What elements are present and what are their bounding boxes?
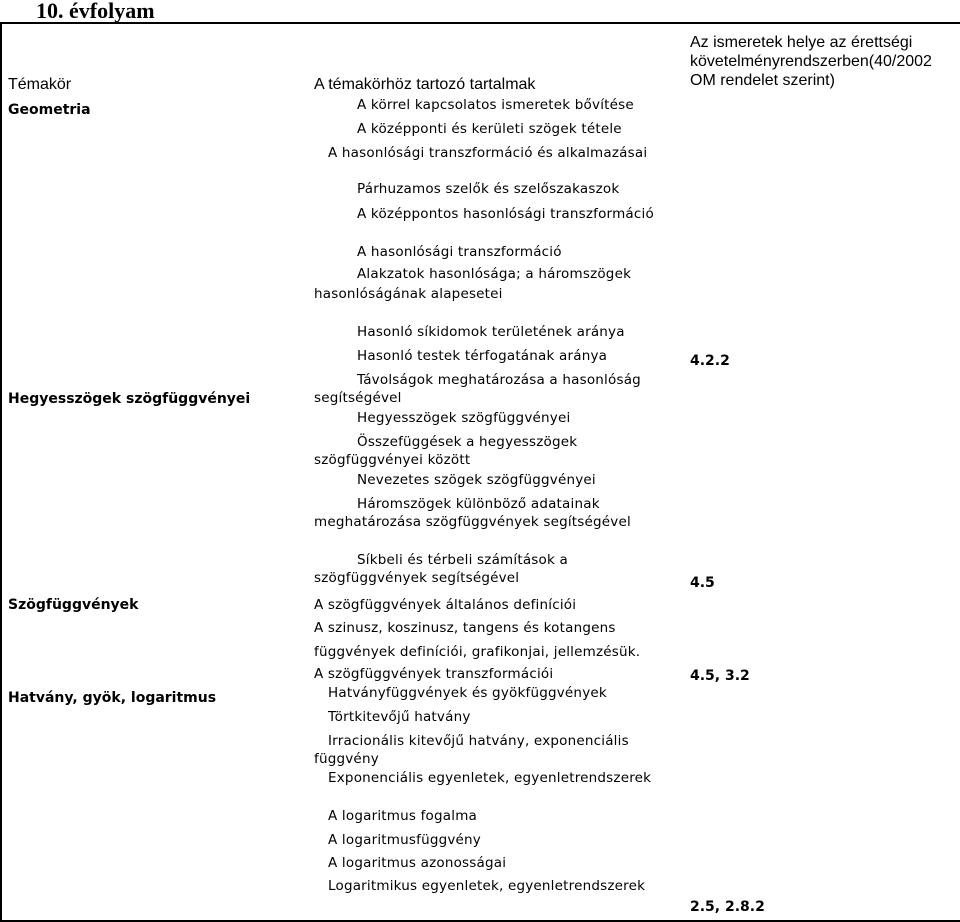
content-line: Logaritmikus egyenletek, egyenletrendszerek bbox=[328, 878, 646, 894]
topic-label: Hatvány, gyök, logaritmus bbox=[8, 690, 217, 706]
header-requirements-line: OM rendelet szerint) bbox=[690, 72, 835, 89]
header-requirements-line: követelményrendszerben(40/2002 bbox=[690, 53, 932, 70]
content-line: A középpontos hasonlósági transzformáció bbox=[357, 206, 654, 222]
content-line: A középponti és kerületi szögek tétele bbox=[357, 121, 622, 137]
header-content: A témakörhöz tartozó tartalmak bbox=[314, 76, 536, 93]
content-line: Exponenciális egyenletek, egyenletrendszerek bbox=[328, 770, 652, 786]
content-line: Hatványfüggvények és gyökfüggvények bbox=[328, 685, 607, 701]
topic-label: Szögfüggvények bbox=[8, 597, 139, 613]
requirement-ref: 2.5, 2.8.2 bbox=[690, 899, 765, 915]
content-line: A logaritmus fogalma bbox=[328, 808, 478, 824]
header-topic: Témakör bbox=[8, 76, 72, 93]
content-line: A logaritmus azonosságai bbox=[328, 855, 507, 871]
content-line: Nevezetes szögek szögfüggvényei bbox=[357, 472, 596, 488]
header-requirements-line: Az ismeretek helye az érettségi bbox=[690, 34, 913, 51]
content-line: A hasonlósági transzformáció bbox=[357, 244, 562, 260]
content-line: Távolságok meghatározása a hasonlóság bbox=[357, 372, 641, 388]
content-line: szögfüggvények segítségével bbox=[314, 570, 520, 586]
content-line: Párhuzamos szelők és szelőszakaszok bbox=[357, 181, 620, 197]
page-title: 10. évfolyam bbox=[36, 0, 155, 23]
content-line: hasonlóságának alapesetei bbox=[314, 286, 503, 302]
content-line: Alakzatok hasonlósága; a háromszögek bbox=[357, 266, 632, 282]
content-line: segítségével bbox=[314, 390, 402, 406]
content-line: Törtkitevőjű hatvány bbox=[328, 709, 471, 725]
content-line: A logaritmusfüggvény bbox=[328, 832, 482, 848]
requirement-ref: 4.5, 3.2 bbox=[690, 668, 750, 684]
content-line: szögfüggvényei között bbox=[314, 452, 471, 468]
topic-label: Hegyesszögek szögfüggvényei bbox=[8, 391, 251, 407]
content-line: Összefüggések a hegyesszögek bbox=[357, 434, 578, 450]
content-line: meghatározása szögfüggvények segítségével bbox=[314, 514, 631, 530]
content-line: A szögfüggvények általános definíciói bbox=[314, 597, 577, 613]
content-line: függvény bbox=[314, 751, 379, 767]
content-line: Hasonló testek térfogatának aránya bbox=[357, 348, 608, 364]
content-line: Síkbeli és térbeli számítások a bbox=[357, 552, 568, 568]
requirement-ref: 4.5 bbox=[690, 575, 715, 591]
content-line: A szinusz, koszinusz, tangens és kotangens bbox=[314, 620, 616, 636]
content-line: Irracionális kitevőjű hatvány, exponenciális bbox=[328, 733, 629, 749]
content-line: Hegyesszögek szögfüggvényei bbox=[357, 410, 571, 426]
content-line: A szögfüggvények transzformációi bbox=[314, 666, 554, 682]
content-line: A hasonlósági transzformáció és alkalmazásai bbox=[328, 145, 648, 161]
header-requirements bbox=[690, 33, 960, 90]
content-line: A körrel kapcsolatos ismeretek bővítése bbox=[357, 97, 634, 113]
requirement-ref: 4.2.2 bbox=[690, 353, 730, 369]
content-line: Hasonló síkidomok területének aránya bbox=[357, 324, 625, 340]
content-line: Háromszögek különböző adatainak bbox=[357, 496, 600, 512]
content-line: függvények definíciói, grafikonjai, jellemzésük. bbox=[314, 644, 641, 660]
topic-label: Geometria bbox=[8, 102, 91, 118]
